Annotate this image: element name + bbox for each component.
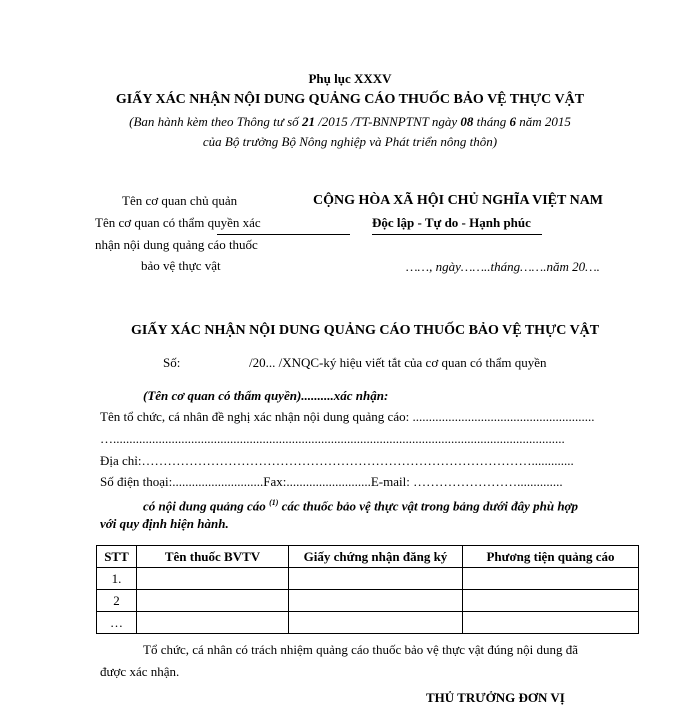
table-cell bbox=[463, 590, 639, 612]
address-line: Địa chỉ:………………………………………………………………………………............. bbox=[100, 453, 574, 468]
table-row bbox=[97, 568, 639, 590]
content-line-2: với quy định hiện hành. bbox=[100, 516, 229, 531]
motto-underline bbox=[372, 234, 542, 235]
closing-line-1: Tổ chức, cá nhân có trách nhiệm quảng cáo thuốc bảo vệ thực vật đúng nội dung đã bbox=[143, 642, 579, 657]
issued-pre: (Ban hành kèm theo Thông tư số bbox=[129, 114, 302, 129]
date-line: ……, ngày……..tháng…….năm 20…. bbox=[406, 259, 600, 274]
number-label: Số: bbox=[163, 355, 181, 370]
table-cell bbox=[137, 612, 289, 634]
content-post: các thuốc bảo vệ thực vật trong bảng dưới đây phù hợp bbox=[278, 498, 579, 514]
appendix-label: Phụ lục XXXV bbox=[308, 71, 392, 86]
authority-name-line-3: bảo vệ thực vật bbox=[141, 258, 221, 273]
issued-year: năm 2015 bbox=[516, 114, 571, 129]
signature-title: THỦ TRƯỞNG ĐƠN VỊ bbox=[426, 690, 565, 705]
certificate-title: GIẤY XÁC NHẬN NỘI DUNG QUẢNG CÁO THUỐC BẢO VỆ THỰC VẬT bbox=[131, 323, 600, 338]
contact-line: Số điện thoại:............................Fax:..........................E-mail: …………………….............. bbox=[100, 474, 563, 489]
table-row bbox=[97, 612, 639, 634]
table-header-row bbox=[97, 546, 639, 568]
organization-continuation: …........................................................................................................................................... bbox=[100, 431, 565, 446]
authority-name-line-1: Tên cơ quan có thẩm quyền xác bbox=[95, 215, 261, 230]
header-advertising-medium: Phương tiện quảng cáo bbox=[463, 546, 639, 568]
confirm-line: (Tên cơ quan có thẩm quyền)..........xác nhận: bbox=[143, 388, 389, 403]
issued-by-line-1 bbox=[0, 114, 700, 130]
issued-by-line-2: của Bộ trưởng Bộ Nông nghiệp và Phát triển nông thôn) bbox=[202, 134, 498, 149]
issued-mid: /2015 /TT-BNNPTNT ngày bbox=[314, 114, 461, 129]
table-cell bbox=[463, 568, 639, 590]
footnote-marker: (1) bbox=[269, 498, 279, 507]
closing-line-2: được xác nhận. bbox=[100, 664, 180, 679]
parent-agency-name: Tên cơ quan chủ quản bbox=[122, 193, 238, 208]
table-cell bbox=[137, 568, 289, 590]
table-cell bbox=[289, 568, 463, 590]
table-cell bbox=[463, 612, 639, 634]
document-title: GIẤY XÁC NHẬN NỘI DUNG QUẢNG CÁO THUỐC BẢO VỆ THỰC VẬT bbox=[115, 92, 585, 107]
content-pre: có nội dung quảng cáo bbox=[143, 498, 270, 514]
table-row bbox=[97, 590, 639, 612]
authority-name-line-2: nhận nội dung quảng cáo thuốc bbox=[95, 237, 258, 252]
header-registration-certificate: Giấy chứng nhận đăng ký bbox=[289, 546, 463, 568]
issued-month: 6 bbox=[509, 114, 516, 129]
table-cell bbox=[137, 590, 289, 612]
national-motto: Độc lập - Tự do - Hạnh phúc bbox=[372, 215, 531, 230]
table-cell bbox=[289, 612, 463, 634]
number-format: /20... /XNQC-ký hiệu viết tắt của cơ quan có thẩm quyền bbox=[249, 355, 547, 370]
organization-line: Tên tổ chức, cá nhân đề nghị xác nhận nội dung quảng cáo: ........................................................ bbox=[100, 409, 595, 424]
table-cell-stt: 2 bbox=[97, 590, 137, 612]
issued-number: 21 bbox=[301, 114, 315, 129]
header-stt: STT bbox=[97, 546, 137, 568]
nation-name: CỘNG HÒA XÃ HỘI CHỦ NGHĨA VIỆT NAM bbox=[313, 193, 604, 208]
issued-month-label: tháng bbox=[473, 114, 510, 129]
content-line-1 bbox=[143, 498, 578, 514]
table-cell-stt: … bbox=[97, 612, 137, 634]
table-cell bbox=[289, 590, 463, 612]
products-table bbox=[96, 545, 639, 634]
left-block-underline bbox=[217, 234, 350, 235]
table-cell-stt: 1. bbox=[97, 568, 137, 590]
header-product-name: Tên thuốc BVTV bbox=[137, 546, 289, 568]
issued-day: 08 bbox=[460, 114, 474, 129]
